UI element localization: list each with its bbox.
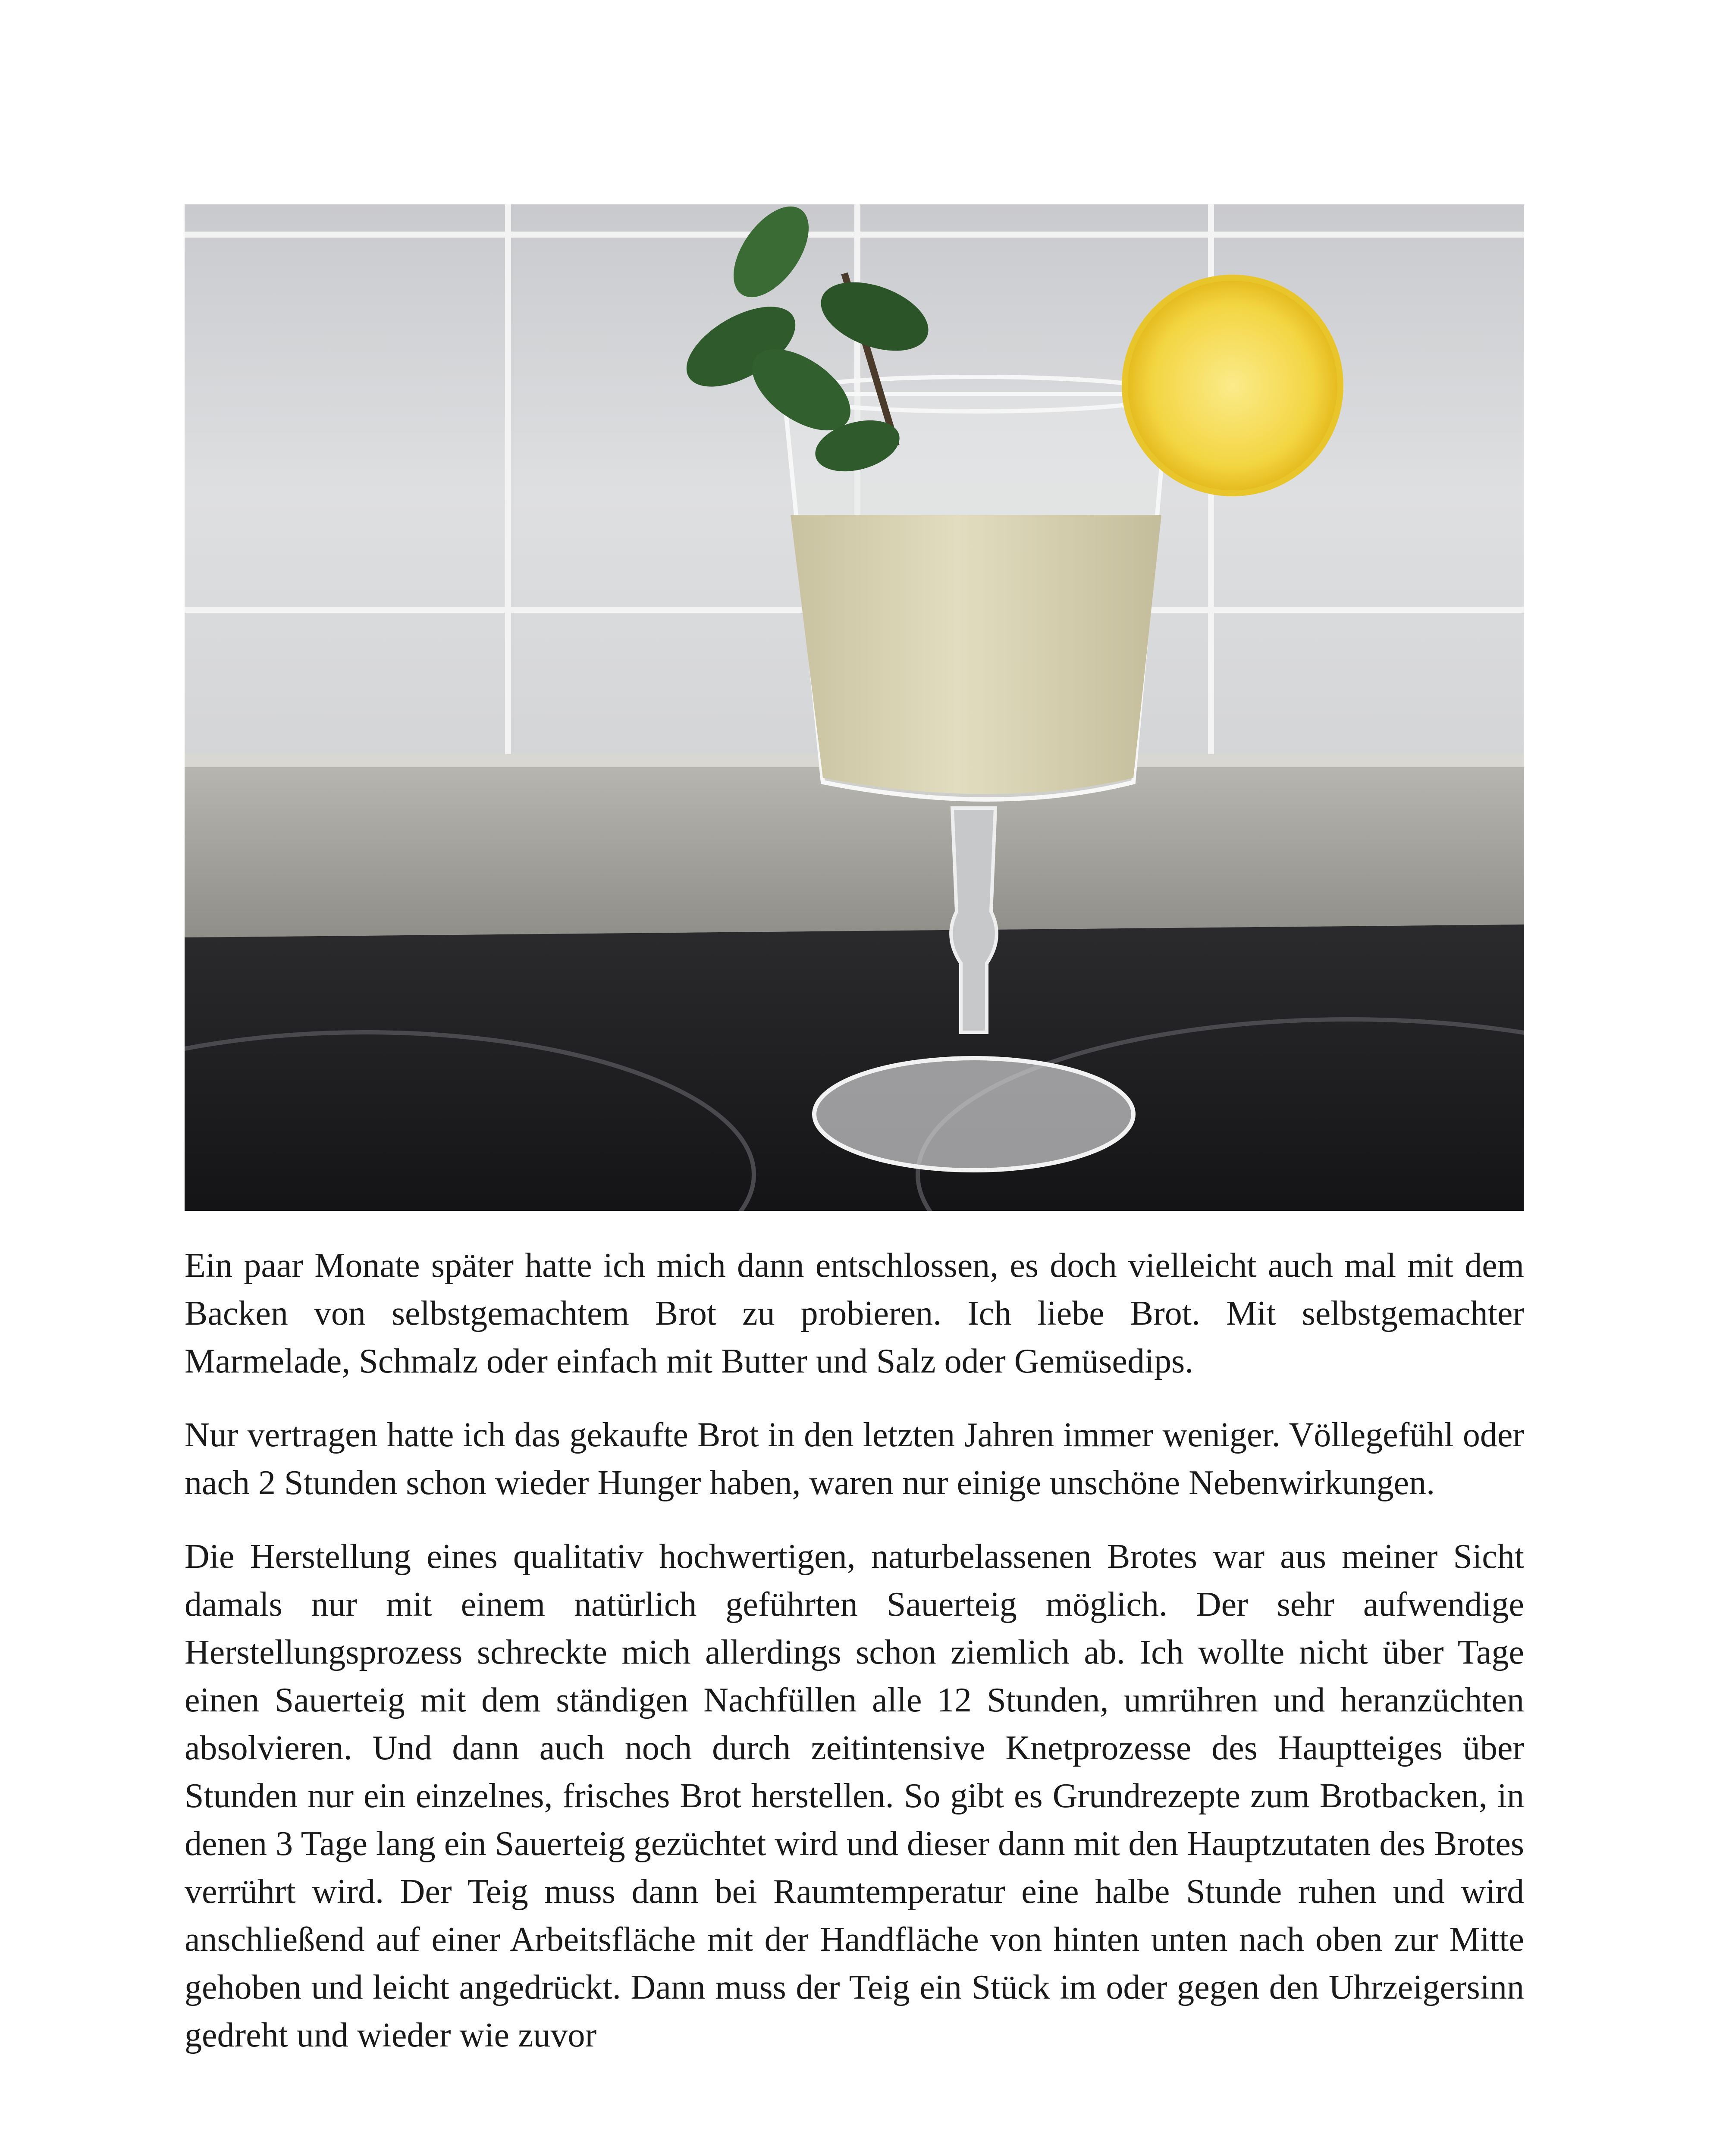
cooktop — [185, 924, 1524, 1211]
lemonade-glass-illustration — [185, 204, 1524, 1211]
body-text — [185, 1242, 1524, 2085]
lemonade-liquid — [791, 515, 1161, 794]
lemon-slice — [1125, 278, 1340, 493]
lemonade-photo — [185, 204, 1524, 1211]
paragraph: Nur vertragen hatte ich das gekaufte Brot in den letzten Jahren immer weniger. Völlegefühl oder nach 2 Stunden schon wieder Hunger haben, waren nur einige unschöne Nebenwirkungen. — [185, 1416, 1524, 1502]
paragraph: Ein paar Monate später hatte ich mich dann entschlossen, es doch vielleicht auch mal mit dem Backen von selbstgemachtem Brot zu probieren. Ich liebe Brot. Mit selbstgemachter Marmelade, Schmalz oder einfach mit Butter und Salz oder Gemüsedips. — [185, 1247, 1524, 1380]
paragraph: Die Herstellung eines qualitativ hochwertigen, naturbelassenen Brotes war aus meiner Sicht damals nur mit einem natürlich geführten Sauerteig möglich. Der sehr aufwendige Herstellungsprozess schreckte mich allerdings schon ziemlich ab. Ich wollte nicht über Tage einen Sauerteig mit dem ständigen Nachfüllen alle 12 Stunden, umrühren und heranzüchten absolvieren. Und dann auch noch durch zeitintensive Knetprozesse des Hauptteiges über Stunden nur ein einzelnes, frisches Brot herstellen. So gibt es Grundrezepte zum Brotbacken, in denen 3 Tage lang ein Sauerteig gezüchtet wird und dieser dann mit den Hauptzutaten des Brotes verrührt wird. Der Teig muss dann bei Raumtemperatur eine halbe Stunde ruhen und wird anschließend auf einer Arbeitsfläche mit der Handfläche von hinten unten nach oben zur Mitte gehoben und leicht angedrückt. Dann muss der Teig ein Stück im oder gegen den Uhrzeigersinn gedreht und wieder wie zuvor — [185, 1538, 1524, 2054]
glass-foot — [814, 1058, 1133, 1170]
